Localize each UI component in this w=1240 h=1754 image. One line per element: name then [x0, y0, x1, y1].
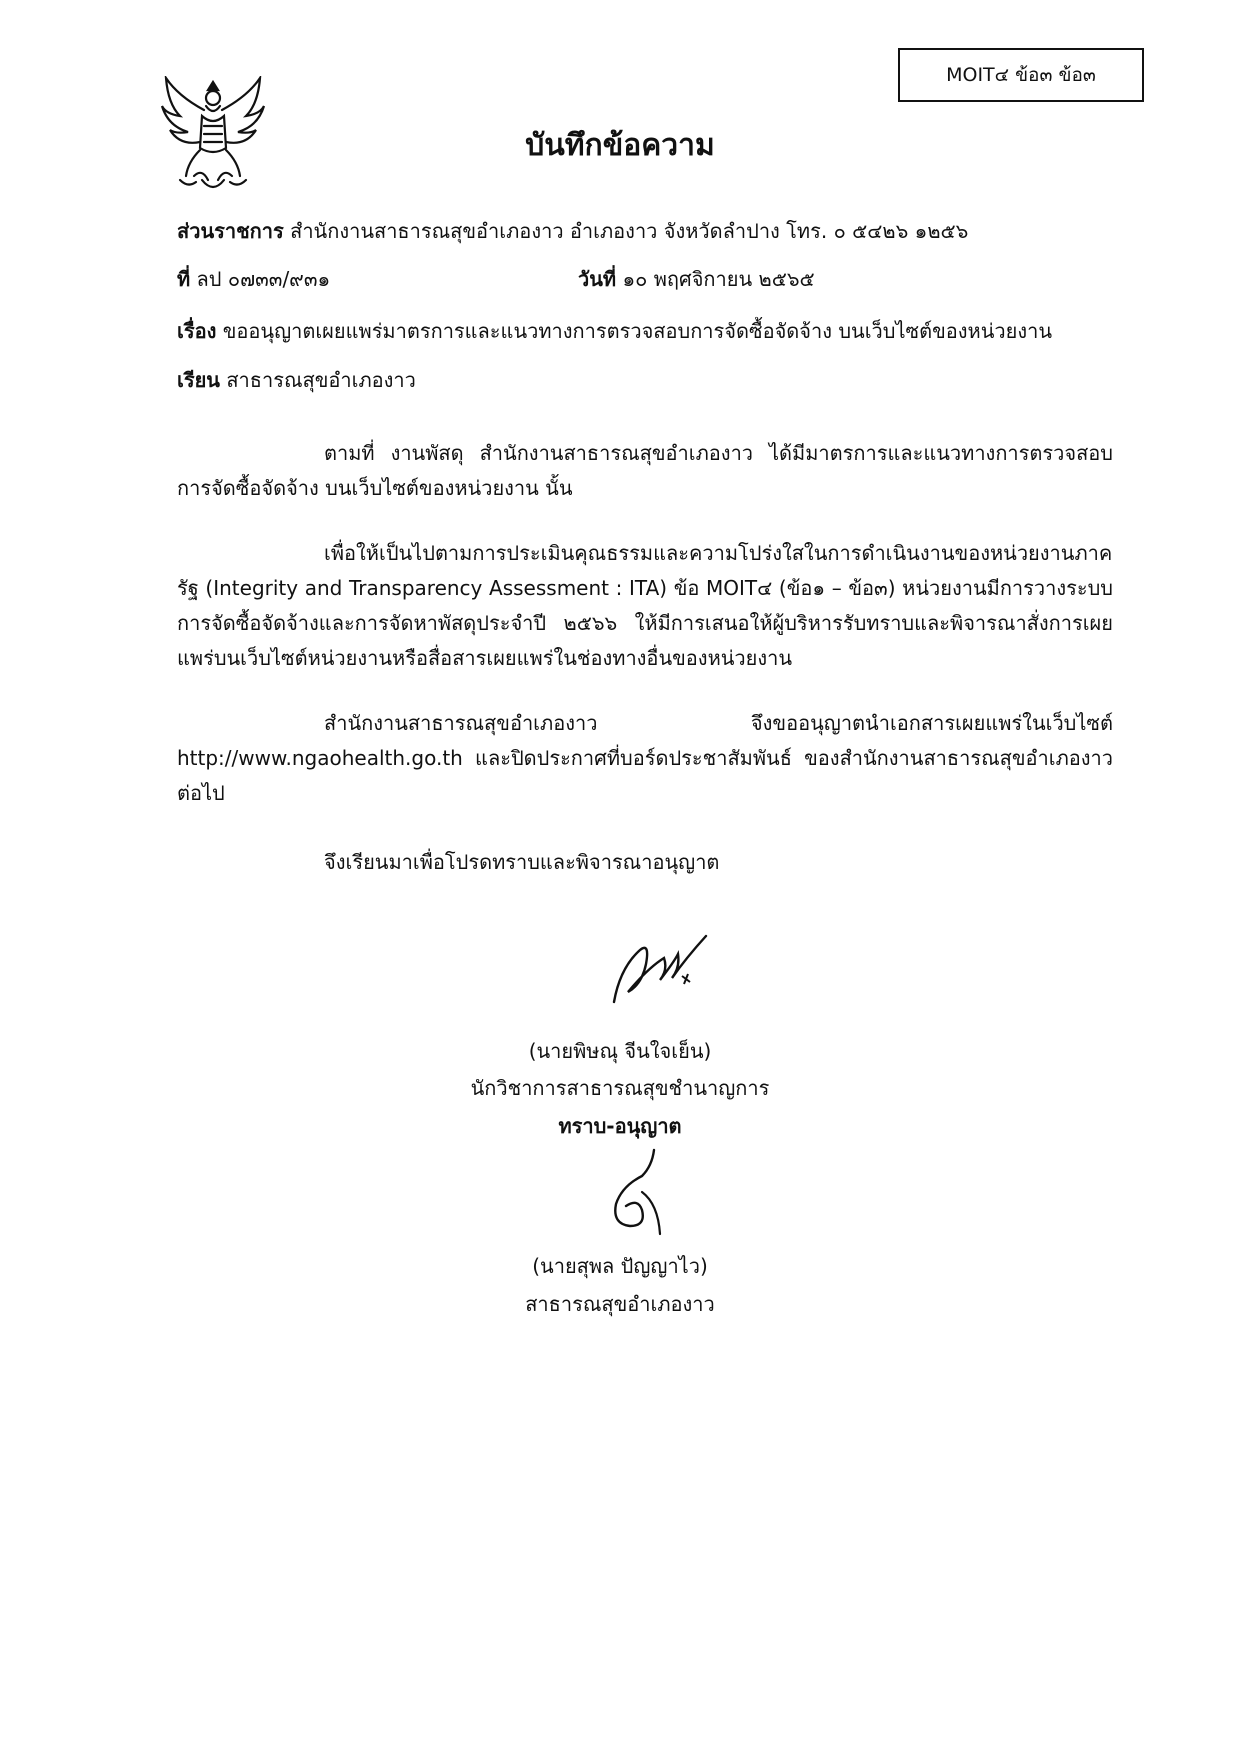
body-paragraph-1: ตามที่ งานพัสดุ สำนักงานสาธารณสุขอำเภองาว ได้มีมาตรการและแนวทางการตรวจสอบการจัดซื้อจัดจ้าง บนเว็บไซต์ของหน่วยงาน นั้น: [177, 441, 1113, 500]
signature-2: [602, 1146, 672, 1238]
reference-line: [177, 263, 330, 295]
subject-value: ขออนุญาตเผยแพร่มาตรการและแนวทางการตรวจสอบการจัดซื้อจัดจ้าง บนเว็บไซต์ของหน่วยงาน: [222, 319, 1053, 343]
document-code-box: [898, 48, 1144, 102]
closing-line: จึงเรียนมาเพื่อโปรดทราบและพิจารณาอนุญาต: [324, 850, 720, 874]
signatory-2-position: สาธารณสุขอำเภองาว: [525, 1292, 715, 1316]
body-paragraph-3: สำนักงานสาธารณสุขอำเภองาว จึงขออนุญาตนำเอกสารเผยแพร่ในเว็บไซต์ http://www.ngaohealth.go.th และปิดประกาศที่บอร์ดประชาสัมพันธ์ ของสำนักงานสาธารณสุขอำเภองาวต่อไป: [177, 711, 1113, 805]
body-paragraph-2: เพื่อให้เป็นไปตามการประเมินคุณธรรมและความโปร่งใสในการดำเนินงานของหน่วยงานภาครัฐ (Integrity and Transparency Assessment : ITA) ข้อ MOIT๔ (ข้อ๑ – ข้อ๓) หน่วยงานมีการวางระบบการจัดซื้อจัดจ้างและการจัดหาพัสดุประจำปี ๒๕๖๖ ให้มีการเสนอให้ผู้บริหารรับทราบและพิจารณาสั่งการเผยแพร่บนเว็บไซต์หน่วยงานหรือสื่อสารเผยแพร่ในช่องทางอื่นของหน่วยงาน: [177, 541, 1113, 670]
agency-label: ส่วนราชการ: [177, 219, 284, 243]
reference-label: ที่: [177, 267, 191, 291]
signatory-2-name: (นายสุพล ปัญญาไว): [532, 1254, 708, 1278]
signatory-1-position: นักวิชาการสาธารณสุขชำนาญการ: [470, 1076, 770, 1100]
subject-line: [177, 315, 1052, 347]
signature-1: [606, 928, 716, 1010]
signatory-1-name: (นายพิษณุ จีนใจเย็น): [528, 1039, 712, 1063]
date-value: ๑๐ พฤศจิกายน ๒๕๖๕: [622, 267, 815, 291]
document-title: บันทึกข้อความ: [525, 128, 715, 163]
agency-line: [177, 215, 968, 247]
recipient-line: [177, 364, 416, 396]
approval-text: ทราบ-อนุญาต: [558, 1114, 682, 1138]
recipient-label: เรียน: [177, 368, 220, 392]
reference-number: ลป ๐๗๓๓/๙๓๑: [196, 267, 331, 291]
recipient-value: สาธารณสุขอำเภองาว: [226, 368, 416, 392]
agency-value: สำนักงานสาธารณสุขอำเภองาว อำเภองาว จังหวัดลำปาง โทร. ๐ ๕๔๒๖ ๑๒๕๖: [290, 219, 969, 243]
document-code: MOIT๔ ข้อ๓ ข้อ๓: [946, 64, 1096, 86]
date-line: [578, 263, 815, 295]
date-label: วันที่: [578, 267, 617, 291]
subject-label: เรื่อง: [177, 319, 217, 343]
